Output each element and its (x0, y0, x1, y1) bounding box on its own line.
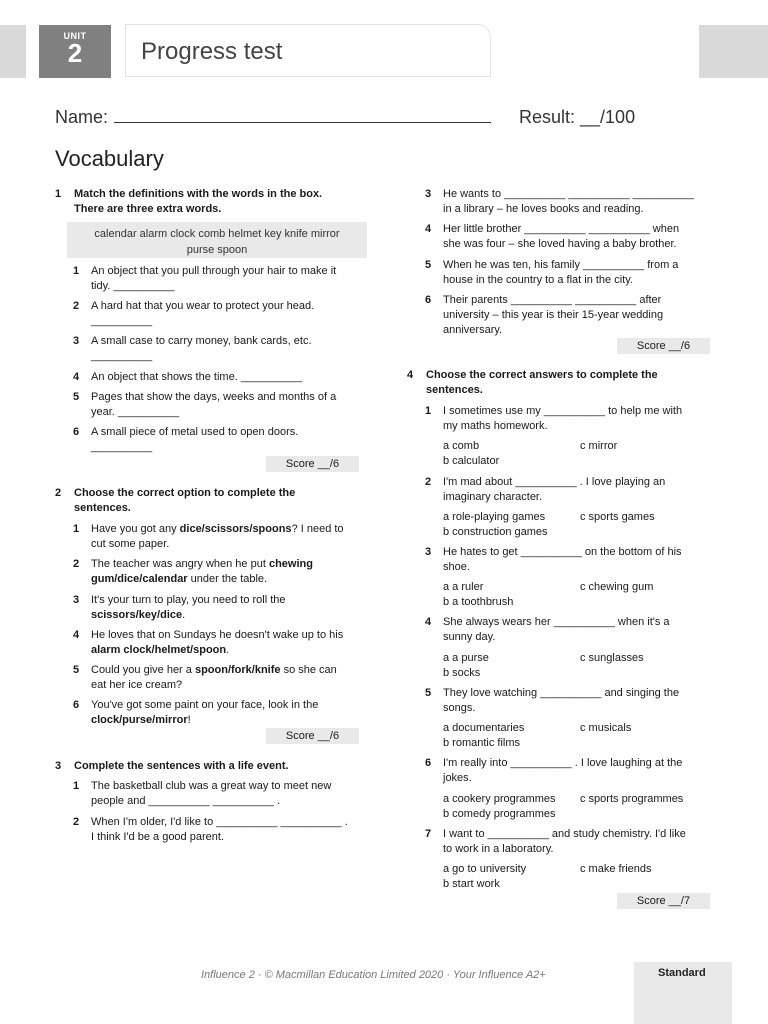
item-options: chewing (268, 558, 313, 570)
item-number: 2 (73, 816, 80, 828)
item-number: 7 (425, 828, 432, 840)
item-text: It's your turn to play, you need to roll the (91, 594, 286, 606)
ex1-instruction: Match the definitions with the words in the box. There are three extra words. (74, 188, 323, 215)
ex4-instruction: Choose the correct answers to complete the sentences. (426, 369, 658, 396)
list-item (73, 593, 363, 623)
option-c[interactable]: c musicals (580, 722, 632, 734)
item-number: 6 (73, 426, 80, 438)
level-label: Standard (658, 967, 706, 979)
list-item (73, 522, 363, 552)
item-number: 5 (425, 687, 432, 699)
name-row (55, 107, 491, 128)
list-item (73, 299, 363, 329)
option-a[interactable]: a cookery programmes (443, 793, 556, 805)
item-text: He loves that on Sundays he doesn't wake up to his (91, 629, 344, 641)
item-text: __________ (91, 441, 153, 453)
option-a[interactable]: a go to university (443, 863, 527, 875)
list-item (425, 258, 725, 288)
list-item (73, 334, 363, 364)
list-item (73, 557, 363, 587)
item-number: 4 (425, 223, 432, 235)
option-c[interactable]: c make friends (580, 863, 652, 875)
item-text: I want to __________ and study chemistry. I'd like (443, 828, 686, 840)
option-b[interactable]: b calculator (443, 455, 500, 467)
list-item (73, 264, 363, 294)
item-number: 6 (425, 757, 432, 769)
list-item (425, 827, 725, 857)
item-number: 1 (425, 405, 432, 417)
item-text: An object that you pull through your hair to make it (91, 265, 337, 277)
word-box (67, 222, 367, 258)
option-b[interactable]: b comedy programmes (443, 808, 556, 820)
item-text: When he was ten, his family __________ from a (443, 259, 679, 271)
ex1-heading (55, 187, 355, 217)
item-text: I think I'd be a good parent. (91, 831, 224, 843)
item-text: she was four – she loved having a baby brother. (443, 238, 677, 250)
unit-badge (39, 25, 111, 78)
item-number: 2 (425, 476, 432, 488)
ex4-heading (407, 368, 697, 398)
item-text: A small case to carry money, bank cards, etc. (91, 335, 312, 347)
option-a[interactable]: a documentaries (443, 722, 525, 734)
item-text: people and __________ __________ . (91, 795, 281, 807)
item-text: ? I need to (291, 523, 344, 535)
item-text: Their parents __________ __________ after (443, 294, 662, 306)
item-text: Could you give her a (91, 664, 195, 676)
item-text: so she can (280, 664, 337, 676)
item-text: A hard hat that you wear to protect your head. (91, 300, 315, 312)
item-text: She always wears her __________ when it's a (443, 616, 670, 628)
item-text: in a library – he loves books and reading. (443, 203, 644, 215)
item-number: 1 (73, 780, 80, 792)
item-options: spoon/fork/knife (194, 664, 281, 676)
item-text: cut some paper. (91, 538, 170, 550)
item-number: 6 (425, 294, 432, 306)
item-text: The basketball club was a great way to meet new (91, 780, 332, 792)
list-item (73, 628, 363, 658)
option-c[interactable]: c sports programmes (580, 793, 684, 805)
list-item (425, 187, 725, 217)
ex1-number: 1 (55, 188, 62, 200)
item-text: They love watching __________ and singing the (443, 687, 680, 699)
item-number: 1 (73, 523, 80, 535)
section-title: Vocabulary (55, 146, 164, 171)
ex4-score: Score __/7 (617, 893, 710, 909)
ex4-number: 4 (407, 369, 414, 381)
option-b[interactable]: b construction games (443, 526, 548, 538)
ex3-number: 3 (55, 760, 62, 772)
item-number: 2 (73, 300, 80, 312)
option-a[interactable]: a role-playing games (443, 511, 546, 523)
list-item (425, 686, 725, 716)
ex2-heading (55, 486, 345, 516)
item-text: under the table. (187, 573, 268, 585)
item-text: I'm mad about __________ . I love playing an (443, 476, 666, 488)
level-box (634, 962, 732, 1024)
item-number: 3 (425, 546, 432, 558)
option-c[interactable]: c sunglasses (580, 652, 644, 664)
name-field[interactable] (114, 108, 491, 123)
item-text: university – this year is their 15-year wedding (443, 309, 664, 321)
item-number: 5 (73, 391, 80, 403)
item-options: clock/purse/mirror (91, 714, 188, 726)
ex3-heading (55, 759, 355, 774)
word-box-line-1: calendar alarm clock comb helmet key knife mirror (94, 228, 340, 240)
item-text: to work in a laboratory. (443, 843, 554, 855)
option-a[interactable]: a comb (443, 440, 480, 452)
page-title: Progress test (141, 38, 283, 65)
item-text: . (182, 609, 186, 621)
item-number: 4 (73, 371, 80, 383)
item-number: 5 (73, 664, 80, 676)
item-number: 3 (425, 188, 432, 200)
item-text: house in the country to a flat in the city. (443, 274, 633, 286)
item-text: eat her ice cream? (91, 679, 183, 691)
ex2-number: 2 (55, 487, 62, 499)
ex1-score: Score __/6 (266, 456, 359, 472)
item-text: You've got some paint on your face, look in the (91, 699, 319, 711)
item-text: When I'm older, I'd like to __________ __________ . (91, 816, 348, 828)
right-margin-tab (699, 25, 768, 78)
list-item (425, 404, 725, 434)
item-text: I'm really into __________ . I love laughing at the (443, 757, 683, 769)
option-c[interactable]: c chewing gum (580, 581, 654, 593)
item-text: year. __________ (91, 406, 180, 418)
item-text: tidy. __________ (91, 280, 175, 292)
item-text: imaginary character. (443, 491, 543, 503)
item-text: A small piece of metal used to open doors. (91, 426, 299, 438)
item-text: my maths homework. (443, 420, 548, 432)
list-item (425, 545, 725, 575)
left-margin-tab (0, 25, 26, 78)
option-c[interactable]: c mirror (580, 440, 618, 452)
list-item (425, 475, 725, 505)
option-c[interactable]: c sports games (580, 511, 655, 523)
item-text: . (226, 644, 230, 656)
ex2-instruction: Choose the correct option to complete the sentences. (74, 487, 296, 514)
item-text: He hates to get __________ on the bottom of his (443, 546, 682, 558)
list-item (425, 293, 725, 338)
item-text: An object that shows the time. __________ (91, 371, 302, 383)
list-item (73, 370, 363, 385)
item-text: anniversary. (443, 324, 503, 336)
item-text: The teacher was angry when he put (91, 558, 269, 570)
item-options: gum/dice/calendar (91, 573, 188, 585)
ex3-instruction: Complete the sentences with a life event. (74, 760, 289, 772)
item-number: 4 (425, 616, 432, 628)
list-item (73, 425, 363, 455)
list-item (73, 663, 363, 693)
list-item (73, 779, 363, 809)
list-item (73, 390, 363, 420)
list-item (425, 756, 725, 786)
name-label: Name: (55, 107, 109, 127)
item-text: __________ (91, 350, 153, 362)
list-item (73, 698, 363, 728)
item-text: songs. (443, 702, 476, 714)
item-text: __________ (91, 315, 153, 327)
item-number: 2 (73, 558, 80, 570)
item-text: Pages that show the days, weeks and months of a (91, 391, 337, 403)
item-text: He wants to __________ __________ __________ (443, 188, 694, 200)
item-text: jokes. (443, 772, 472, 784)
word-box-line-2: purse spoon (186, 244, 248, 256)
option-b[interactable]: b a toothbrush (443, 596, 514, 608)
item-options: alarm clock/helmet/spoon (91, 644, 227, 656)
item-text: ! (187, 714, 191, 726)
option-a[interactable]: a a purse (443, 652, 489, 664)
list-item (425, 222, 725, 252)
item-number: 5 (425, 259, 432, 271)
item-text: I sometimes use my __________ to help me with (443, 405, 683, 417)
unit-number: 2 (67, 38, 83, 68)
item-options: dice/scissors/spoons (179, 523, 292, 535)
option-b[interactable]: b socks (443, 667, 481, 679)
list-item (73, 815, 368, 845)
unit-label: UNIT (63, 31, 87, 41)
item-text: sunny day. (443, 631, 496, 643)
item-number: 6 (73, 699, 80, 711)
item-number: 3 (73, 335, 80, 347)
footer-text: Influence 2 · © Macmillan Education Limited 2020 · Your Influence A2+ (201, 969, 546, 981)
option-a[interactable]: a a ruler (443, 581, 484, 593)
item-text: Her little brother __________ __________ when (443, 223, 680, 235)
item-number: 3 (73, 594, 80, 606)
ex3-score: Score __/6 (617, 338, 710, 354)
item-number: 1 (73, 265, 80, 277)
ex2-score: Score __/6 (266, 728, 359, 744)
title-box (125, 24, 491, 77)
item-options: scissors/key/dice (91, 609, 183, 621)
item-number: 4 (73, 629, 80, 641)
list-item (425, 615, 725, 645)
item-text: shoe. (443, 561, 470, 573)
option-b[interactable]: b start work (443, 878, 500, 890)
option-b[interactable]: b romantic films (443, 737, 521, 749)
result-label: Result: __/100 (519, 107, 636, 127)
item-text: Have you got any (91, 523, 180, 535)
